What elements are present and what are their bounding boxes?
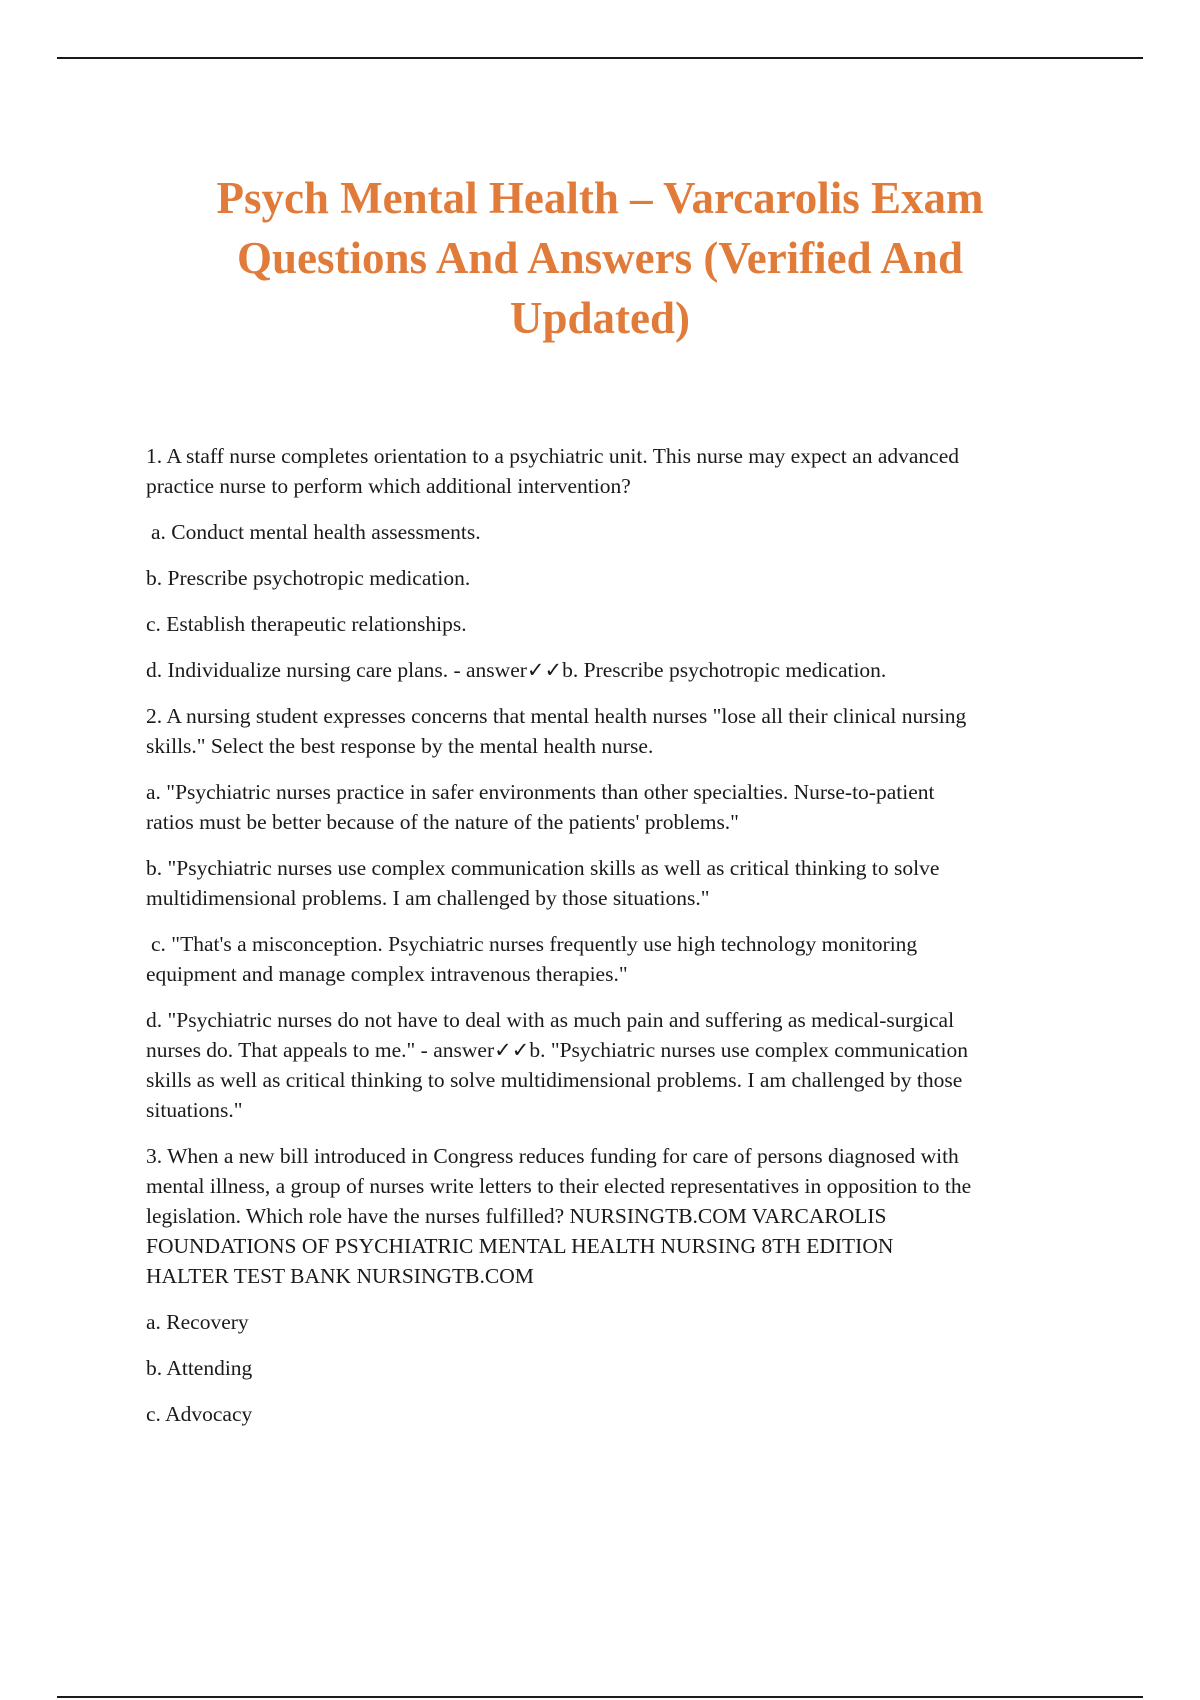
question-2-stem (146, 701, 1086, 761)
question-3-option-c: c. Advocacy (146, 1402, 253, 1426)
title-line: Psych Mental Health – Varcarolis Exam (216, 173, 984, 223)
question-1-option-b: b. Prescribe psychotropic medication. (146, 566, 471, 590)
stem-line: mental illness, a group of nurses write letters to their elected representatives in opposition to the (146, 1174, 972, 1198)
question-2-option-c (146, 929, 1086, 989)
option-line: equipment and manage complex intravenous therapies." (146, 962, 628, 986)
stem-line: legislation. Which role have the nurses fulfilled? NURSINGTB.COM VARCAROLIS (146, 1204, 887, 1228)
option-line: situations." (146, 1098, 243, 1122)
question-1-option-d (146, 655, 1086, 685)
title-line: Updated) (509, 293, 691, 343)
document-body (146, 441, 1086, 1445)
question-3-option-a: a. Recovery (146, 1310, 249, 1334)
option-line: a. "Psychiatric nurses practice in safer environments than other specialties. Nurse-to-patient (146, 780, 935, 804)
question-2-option-d (146, 1005, 1086, 1125)
option-line: d. "Psychiatric nurses do not have to deal with as much pain and suffering as medical-surgical (146, 1008, 955, 1032)
question-2-option-b (146, 853, 1086, 913)
stem-line: 3. When a new bill introduced in Congress reduces funding for care of persons diagnosed with (146, 1144, 959, 1168)
question-1-option-c: c. Establish therapeutic relationships. (146, 612, 467, 636)
option-line: ratios must be better because of the nature of the patients' problems." (146, 810, 739, 834)
header-rule (57, 57, 1143, 59)
checkmark-icon: ✓✓ (526, 658, 563, 682)
question-1-option-a: a. Conduct mental health assessments. (151, 520, 481, 544)
checkmark-icon: ✓✓ (494, 1038, 530, 1062)
option-line: b. "Psychiatric nurses use complex communication skills as well as critical thinking to solve (146, 856, 940, 880)
stem-line: practice nurse to perform which additional intervention? (146, 474, 631, 498)
footer-rule (57, 1696, 1143, 1698)
stem-line: skills." Select the best response by the mental health nurse. (146, 734, 654, 758)
option-d-text: d. Individualize nursing care plans. - answer (146, 658, 527, 682)
option-line: c. "That's a misconception. Psychiatric nurses frequently use high technology monitoring (151, 932, 918, 956)
question-3-stem (146, 1141, 1086, 1291)
document-title (120, 168, 1080, 348)
option-line (146, 1035, 1086, 1065)
option-line: skills as well as critical thinking to solve multidimensional problems. I am challenged by those (146, 1068, 963, 1092)
question-1-stem (146, 441, 1086, 501)
question-2-option-a (146, 777, 1086, 837)
title-line: Questions And Answers (Verified And (237, 233, 963, 283)
stem-line: 2. A nursing student expresses concerns that mental health nurses "lose all their clinical nursing (146, 704, 967, 728)
option-d-text: nurses do. That appeals to me." - answer (146, 1038, 495, 1062)
answer-text: b. "Psychiatric nurses use complex communication (529, 1038, 968, 1062)
answer-text: b. Prescribe psychotropic medication. (562, 658, 887, 682)
question-3-option-b: b. Attending (146, 1356, 253, 1380)
stem-line: FOUNDATIONS OF PSYCHIATRIC MENTAL HEALTH NURSING 8TH EDITION (146, 1234, 894, 1258)
stem-line: 1. A staff nurse completes orientation to a psychiatric unit. This nurse may expect an advanced (146, 444, 959, 468)
option-line: multidimensional problems. I am challenged by those situations." (146, 886, 710, 910)
stem-line: HALTER TEST BANK NURSINGTB.COM (146, 1264, 534, 1288)
